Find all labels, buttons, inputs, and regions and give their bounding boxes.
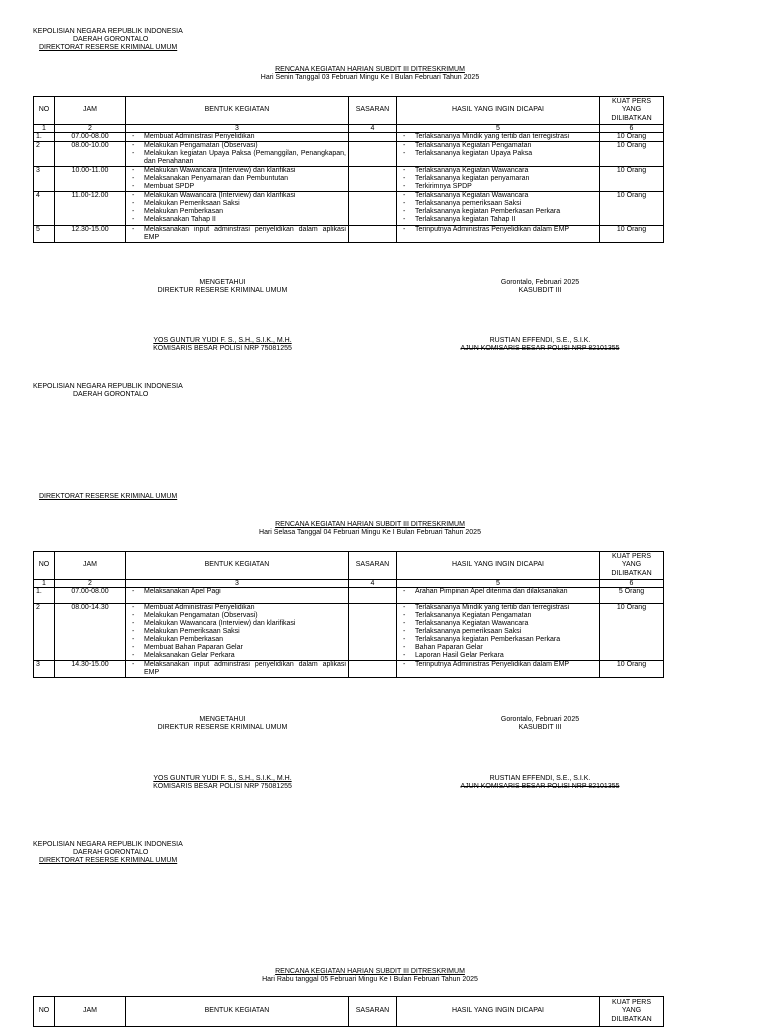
letterhead-1 [33,28,233,52]
approval-label: MENGETAHUI [199,279,246,286]
row-jam: 14.30-15.00 [55,661,126,678]
approval-title: DIREKTUR RESERSE KRIMINAL UMUM [157,287,288,295]
col-num: 2 [55,125,126,133]
col-num: 4 [349,580,397,588]
row-sasaran [349,133,397,142]
list-item: - Melaksanakan Penyamaran dan Pembuntutan [128,175,346,183]
schedule-table-2 [33,551,664,678]
list-item: - Terlaksananya kegiatan Tahap II [399,216,597,224]
signatory-name: RUSTIAN EFFENDI, S.E., S.I.K. [489,337,591,344]
row-bentuk [126,225,349,242]
col-sasaran: SASARAN [349,552,397,580]
list-item: - Terlaksananya Mindik yang tertib dan terregistrasi [399,133,597,141]
col-bentuk: BENTUK KEGIATAN [126,552,349,580]
row-kuat: 10 Orang [600,142,664,167]
title: RENCANA KEGIATAN HARIAN SUBDIT III DITRESKRIMUM [275,968,465,975]
list-item: - Melaksanakan Gelar Perkara [128,652,346,660]
row-no: 5 [34,225,55,242]
row-hasil [397,225,600,242]
approval-title: KASUBDIT III [518,724,562,732]
schedule-title-2 [0,521,768,537]
col-num: 2 [55,580,126,588]
list-item: - Melakukan Wawancara (Interview) dan klarifikasi [128,192,346,200]
list-item: - Terinputnya Administras Penyelidikan dalam EMP [399,226,597,234]
table-row [34,604,664,661]
col-num: 6 [600,125,664,133]
row-jam: 10.00-11.00 [55,167,126,192]
table-row [34,588,664,604]
approval-right-2 [470,716,610,732]
list-item: - Melakukan kegiatan Upaya Paksa (Pemanggilan, Penangkapan, dan Penahanan [128,150,346,166]
col-no: NO [34,552,55,580]
letterhead-line1: KEPOLISIAN NEGARA REPUBLIK INDONESIA [33,383,183,390]
list-item: - Terlaksananya Kegiatan Pengamatan [399,612,597,620]
row-bentuk [126,192,349,225]
list-item: - Membuat Administrasi Penyelidikan [128,604,346,612]
row-hasil [397,588,600,604]
list-item: - Melakukan Pemeriksaan Saksi [128,200,346,208]
row-sasaran [349,142,397,167]
row-bentuk [126,604,349,661]
list-item: - Terinputnya Administras Penyelidikan dalam EMP [399,661,597,669]
letterhead-line3: DIREKTORAT RESERSE KRIMINAL UMUM [39,493,178,500]
letterhead-line2: DAERAH GORONTALO [73,36,149,44]
list-item: - Terkirimnya SPDP [399,183,597,191]
col-num: 1 [34,580,55,588]
list-item: - Arahan Pimpinan Apel diterima dan dilaksanakan [399,588,597,596]
subtitle: Hari Rabu tanggal 05 Februari Mingu Ke I Bulan Februari Tahun 2025 [262,976,478,984]
list-item: - Terlaksananya kegiatan Pemberkasan Perkara [399,636,597,644]
list-item: - Melaksanakan Tahap II [128,216,346,224]
col-num: 1 [34,125,55,133]
col-jam: JAM [55,97,126,125]
list-item: - Melaksanakan input adminstrasi penyelidikan dalam aplikasi EMP [128,661,346,677]
col-jam: JAM [55,552,126,580]
list-item: - Terlaksananya kegiatan Upaya Paksa [399,150,597,158]
row-jam: 12.30-15.00 [55,225,126,242]
col-bentuk: BENTUK KEGIATAN [126,997,349,1027]
letterhead-line2: DAERAH GORONTALO [73,391,149,399]
list-item: - Melakukan Pemberkasan [128,636,346,644]
row-hasil [397,133,600,142]
row-sasaran [349,661,397,678]
approval-label: MENGETAHUI [199,716,246,723]
signatory-rank: AJUN KOMISARIS BESAR POLISI NRP 82101355 [460,783,620,791]
letterhead-line3: DIREKTORAT RESERSE KRIMINAL UMUM [39,44,178,52]
letterhead-line2: DAERAH GORONTALO [73,849,149,857]
list-item: - Melakukan Pemeriksaan Saksi [128,628,346,636]
row-jam: 07.00-08.00 [55,133,126,142]
col-hasil: HASIL YANG INGIN DICAPAI [397,97,600,125]
col-no: NO [34,97,55,125]
row-no: 1. [34,133,55,142]
approval-left-1 [150,279,295,295]
table-row [34,142,664,167]
row-kuat: 10 Orang [600,604,664,661]
row-kuat: 10 Orang [600,133,664,142]
col-sasaran: SASARAN [349,997,397,1027]
signatory-name: YOS GUNTUR YUDI F. S., S.H., S.I.K., M.H. [153,775,292,782]
row-sasaran [349,225,397,242]
col-hasil: HASIL YANG INGIN DICAPAI [397,552,600,580]
place-date: Gorontalo, Februari 2025 [500,716,580,723]
row-kuat: 10 Orang [600,192,664,225]
title: RENCANA KEGIATAN HARIAN SUBDIT III DITRESKRIMUM [275,66,465,73]
row-kuat: 10 Orang [600,661,664,678]
col-bentuk: BENTUK KEGIATAN [126,97,349,125]
letterhead-2b [33,493,233,501]
col-num: 5 [397,125,600,133]
approval-left-2 [150,716,295,732]
row-kuat: 5 Orang [600,588,664,604]
signatory-left-1 [146,337,299,353]
row-no: 3 [34,167,55,192]
col-no: NO [34,997,55,1027]
title: RENCANA KEGIATAN HARIAN SUBDIT III DITRESKRIMUM [275,521,465,528]
signatory-left-2 [146,775,299,791]
schedule-table-3 [33,996,664,1027]
approval-right-1 [470,279,610,295]
schedule-table-1 [33,96,664,243]
row-jam: 08.00-10.00 [55,142,126,167]
approval-title: KASUBDIT III [518,287,562,295]
list-item: - Terlaksananya pemeriksaan Saksi [399,628,597,636]
row-kuat: 10 Orang [600,167,664,192]
row-no: 2 [34,604,55,661]
row-sasaran [349,604,397,661]
letterhead-2 [33,383,233,399]
row-bentuk [126,133,349,142]
subtitle: Hari Selasa Tanggal 04 Februari Mingu Ke I Bulan Februari Tahun 2025 [259,529,481,537]
row-bentuk [126,142,349,167]
table-row [34,225,664,242]
list-item: - Laporan Hasil Gelar Perkara [399,652,597,660]
list-item: - Terlaksananya Kegiatan Pengamatan [399,142,597,150]
row-bentuk [126,588,349,604]
list-item: - Melakukan Pemberkasan [128,208,346,216]
row-bentuk [126,661,349,678]
col-num: 5 [397,580,600,588]
list-item: - Terlaksananya Kegiatan Wawancara [399,192,597,200]
letterhead-line1: KEPOLISIAN NEGARA REPUBLIK INDONESIA [33,28,183,35]
row-no: 3 [34,661,55,678]
row-jam: 11.00-12.00 [55,192,126,225]
row-hasil [397,142,600,167]
signatory-right-1 [454,337,626,353]
col-kuat: KUAT PERS YANG DILIBATKAN [600,997,664,1027]
row-hasil [397,604,600,661]
signatory-rank: KOMISARIS BESAR POLISI NRP 75081255 [153,783,292,791]
row-hasil [397,192,600,225]
list-item: - Melakukan Wawancara (Interview) dan klarifikasi [128,167,346,175]
list-item: - Melakukan Wawancara (Interview) dan klarifikasi [128,620,346,628]
row-no: 2 [34,142,55,167]
schedule-title-3 [0,968,768,984]
row-kuat: 10 Orang [600,225,664,242]
approval-title: DIREKTUR RESERSE KRIMINAL UMUM [157,724,288,732]
col-num: 6 [600,580,664,588]
list-item: - Melakukan Pengamatan (Observasi) [128,612,346,620]
schedule-title-1 [0,66,768,82]
subtitle: Hari Senin Tanggal 03 Februari Mingu Ke I Bulan Februari Tahun 2025 [260,74,480,82]
signatory-name: YOS GUNTUR YUDI F. S., S.H., S.I.K., M.H. [153,337,292,344]
col-kuat: KUAT PERS YANG DILIBATKAN [600,552,664,580]
col-num: 3 [126,580,349,588]
row-no: 4 [34,192,55,225]
list-item: - Terlaksananya pemeriksaan Saksi [399,200,597,208]
row-jam: 07.00-08.00 [55,588,126,604]
table-row [34,133,664,142]
list-item: - Terlaksananya Kegiatan Wawancara [399,167,597,175]
col-kuat: KUAT PERS YANG DILIBATKAN [600,97,664,125]
row-hasil [397,167,600,192]
letterhead-line1: KEPOLISIAN NEGARA REPUBLIK INDONESIA [33,841,183,848]
table-row [34,192,664,225]
row-sasaran [349,167,397,192]
table-row [34,661,664,678]
list-item: - Terlaksananya kegiatan Pemberkasan Perkara [399,208,597,216]
row-sasaran [349,192,397,225]
list-item: - Melaksanakan Apel Pagi [128,588,346,596]
row-jam: 08.00-14.30 [55,604,126,661]
list-item: - Membuat Bahan Paparan Gelar [128,644,346,652]
row-hasil [397,661,600,678]
place-date: Gorontalo, Februari 2025 [500,279,580,286]
table-row [34,167,664,192]
list-item: - Membuat Administrasi Penyelidikan [128,133,346,141]
signatory-rank: KOMISARIS BESAR POLISI NRP 75081255 [153,345,292,353]
signatory-rank: AJUN KOMISARIS BESAR POLISI NRP 82101355 [460,345,620,353]
list-item: - Melakukan Pengamatan (Observasi) [128,142,346,150]
list-item: - Melaksanakan input adminstrasi penyelidikan dalam aplikasi EMP [128,226,346,242]
list-item: - Terlaksananya Kegiatan Wawancara [399,620,597,628]
col-num: 4 [349,125,397,133]
list-item: - Bahan Paparan Gelar [399,644,597,652]
col-sasaran: SASARAN [349,97,397,125]
row-no: 1. [34,588,55,604]
letterhead-line3: DIREKTORAT RESERSE KRIMINAL UMUM [39,857,178,865]
row-sasaran [349,588,397,604]
letterhead-3 [33,841,233,865]
col-num: 3 [126,125,349,133]
row-bentuk [126,167,349,192]
signatory-name: RUSTIAN EFFENDI, S.E., S.I.K. [489,775,591,782]
list-item: - Terlaksananya Mindik yang tertib dan terregistrasi [399,604,597,612]
list-item: - Membuat SPDP [128,183,346,191]
signatory-right-2 [454,775,626,791]
col-jam: JAM [55,997,126,1027]
list-item: - Terlaksananya kegiatan penyamaran [399,175,597,183]
col-hasil: HASIL YANG INGIN DICAPAI [397,997,600,1027]
